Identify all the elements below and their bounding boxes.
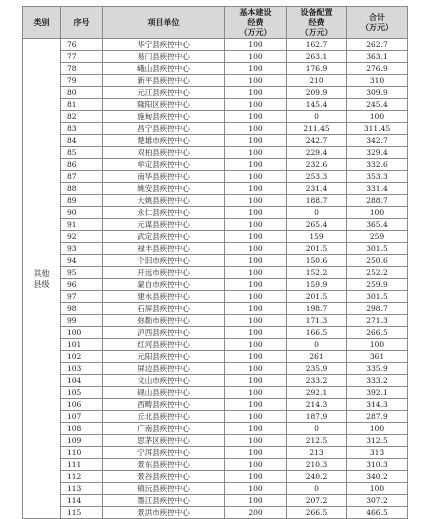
unit-cell: 元谋县疾控中心 [103, 219, 225, 231]
total-cell: 363.1 [347, 51, 408, 63]
table-row [23, 63, 408, 75]
unit-cell: 峨山县疾控中心 [103, 63, 225, 75]
capital-cell: 100 [225, 327, 287, 339]
equipment-cell: 0 [287, 423, 347, 435]
seq-cell: 83 [61, 123, 103, 135]
capital-cell: 100 [225, 315, 287, 327]
equipment-cell: 210 [287, 75, 347, 87]
capital-cell: 100 [225, 147, 287, 159]
total-cell: 100 [347, 339, 408, 351]
unit-cell: 元阳县疾控中心 [103, 351, 225, 363]
equipment-cell: 213 [287, 447, 347, 459]
seq-cell: 115 [61, 507, 103, 519]
seq-cell: 94 [61, 255, 103, 267]
seq-cell: 89 [61, 195, 103, 207]
capital-cell: 100 [225, 63, 287, 75]
table-row [23, 387, 408, 399]
capital-cell: 100 [225, 183, 287, 195]
total-cell: 333.2 [347, 375, 408, 387]
seq-cell: 104 [61, 375, 103, 387]
capital-cell: 100 [225, 411, 287, 423]
capital-cell: 100 [225, 135, 287, 147]
table-row [23, 363, 408, 375]
unit-cell: 砚山县疾控中心 [103, 387, 225, 399]
total-cell: 287.9 [347, 411, 408, 423]
table-row [23, 135, 408, 147]
total-cell: 259 [347, 231, 408, 243]
table-row [23, 195, 408, 207]
seq-cell: 102 [61, 351, 103, 363]
equipment-cell: 209.9 [287, 87, 347, 99]
capital-cell: 100 [225, 495, 287, 507]
total-cell: 259.9 [347, 279, 408, 291]
equipment-cell: 150.6 [287, 255, 347, 267]
capital-cell: 100 [225, 195, 287, 207]
header-seq: 序号 [61, 7, 103, 39]
unit-cell: 姚安县疾控中心 [103, 183, 225, 195]
equipment-cell: 145.4 [287, 99, 347, 111]
category-label-line: 县级 [33, 279, 50, 289]
total-cell: 250.6 [347, 255, 408, 267]
equipment-cell: 211.45 [287, 123, 347, 135]
unit-cell: 开远市疾控中心 [103, 267, 225, 279]
unit-cell: 禄丰县疾控中心 [103, 243, 225, 255]
total-cell: 100 [347, 111, 408, 123]
equipment-cell: 0 [287, 207, 347, 219]
seq-cell: 111 [61, 459, 103, 471]
unit-cell: 蒙自市疾控中心 [103, 279, 225, 291]
unit-cell: 景谷县疾控中心 [103, 471, 225, 483]
table-row [23, 303, 408, 315]
seq-cell: 98 [61, 303, 103, 315]
equipment-cell: 242.7 [287, 135, 347, 147]
table-row [23, 447, 408, 459]
capital-cell: 100 [225, 171, 287, 183]
total-cell: 342.7 [347, 135, 408, 147]
unit-cell: 新平县疾控中心 [103, 75, 225, 87]
total-cell: 340.2 [347, 471, 408, 483]
header-capital-line: 经费 [247, 17, 264, 27]
table-row [23, 99, 408, 111]
equipment-cell: 166.5 [287, 327, 347, 339]
capital-cell: 100 [225, 291, 287, 303]
seq-cell: 103 [61, 363, 103, 375]
seq-cell: 97 [61, 291, 103, 303]
seq-cell: 114 [61, 495, 103, 507]
seq-cell: 81 [61, 99, 103, 111]
table-row [23, 183, 408, 195]
unit-cell: 双柏县疾控中心 [103, 147, 225, 159]
capital-cell: 100 [225, 483, 287, 495]
unit-cell: 景东县疾控中心 [103, 459, 225, 471]
equipment-cell: 198.7 [287, 303, 347, 315]
equipment-cell: 0 [287, 339, 347, 351]
seq-cell: 85 [61, 147, 103, 159]
unit-cell: 镇沅县疾控中心 [103, 483, 225, 495]
table-row [23, 351, 408, 363]
total-cell: 353.3 [347, 171, 408, 183]
equipment-cell: 265.4 [287, 219, 347, 231]
total-cell: 329.4 [347, 147, 408, 159]
table-row [23, 159, 408, 171]
total-cell: 245.4 [347, 99, 408, 111]
unit-cell: 隆阳区疾控中心 [103, 99, 225, 111]
total-cell: 271.3 [347, 315, 408, 327]
capital-cell: 100 [225, 123, 287, 135]
unit-cell: 施甸县疾控中心 [103, 111, 225, 123]
equipment-cell: 201.5 [287, 243, 347, 255]
total-cell: 252.2 [347, 267, 408, 279]
capital-cell: 100 [225, 351, 287, 363]
seq-cell: 91 [61, 219, 103, 231]
seq-cell: 110 [61, 447, 103, 459]
total-cell: 266.5 [347, 327, 408, 339]
table-row [23, 507, 408, 519]
header-equipment [287, 7, 347, 39]
table-row [23, 375, 408, 387]
equipment-cell: 214.3 [287, 399, 347, 411]
unit-cell: 元江县疾控中心 [103, 87, 225, 99]
table-row [23, 111, 408, 123]
table-row [23, 495, 408, 507]
unit-cell: 墨江县疾控中心 [103, 495, 225, 507]
total-cell: 392.1 [347, 387, 408, 399]
equipment-cell: 253.3 [287, 171, 347, 183]
table-row [23, 267, 408, 279]
unit-cell: 西畴县疾控中心 [103, 399, 225, 411]
seq-cell: 96 [61, 279, 103, 291]
total-cell: 361 [347, 351, 408, 363]
unit-cell: 牟定县疾控中心 [103, 159, 225, 171]
capital-cell: 100 [225, 87, 287, 99]
equipment-cell: 187.9 [287, 411, 347, 423]
total-cell: 312.5 [347, 435, 408, 447]
table-row [23, 327, 408, 339]
unit-cell: 文山市疾控中心 [103, 375, 225, 387]
equipment-cell: 240.2 [287, 471, 347, 483]
unit-cell: 武定县疾控中心 [103, 231, 225, 243]
capital-cell: 100 [225, 459, 287, 471]
capital-cell: 100 [225, 339, 287, 351]
capital-cell: 100 [225, 447, 287, 459]
funding-table [22, 6, 408, 519]
equipment-cell: 235.9 [287, 363, 347, 375]
unit-cell: 昌宁县疾控中心 [103, 123, 225, 135]
unit-cell: 南华县疾控中心 [103, 171, 225, 183]
total-cell: 310.3 [347, 459, 408, 471]
total-cell: 335.9 [347, 363, 408, 375]
table-row [23, 147, 408, 159]
table-row [23, 39, 408, 51]
table-row [23, 423, 408, 435]
equipment-cell: 201.5 [287, 291, 347, 303]
equipment-cell: 261 [287, 351, 347, 363]
table-row [23, 219, 408, 231]
equipment-cell: 263.1 [287, 51, 347, 63]
total-cell: 100 [347, 207, 408, 219]
capital-cell: 100 [225, 255, 287, 267]
capital-cell: 100 [225, 159, 287, 171]
unit-cell: 广南县疾控中心 [103, 423, 225, 435]
seq-cell: 79 [61, 75, 103, 87]
header-equipment-line: 设备配置 [300, 7, 333, 17]
seq-cell: 112 [61, 471, 103, 483]
total-cell: 310 [347, 75, 408, 87]
total-cell: 301.5 [347, 243, 408, 255]
total-cell: 276.9 [347, 63, 408, 75]
unit-cell: 宁洱县疾控中心 [103, 447, 225, 459]
table-row [23, 411, 408, 423]
funding-table-container [22, 6, 407, 519]
unit-cell: 思茅区疾控中心 [103, 435, 225, 447]
capital-cell: 100 [225, 387, 287, 399]
capital-cell: 100 [225, 231, 287, 243]
seq-cell: 77 [61, 51, 103, 63]
seq-cell: 84 [61, 135, 103, 147]
seq-cell: 107 [61, 411, 103, 423]
equipment-cell: 233.2 [287, 375, 347, 387]
header-equipment-line: 经费 [308, 17, 325, 27]
total-cell: 262.7 [347, 39, 408, 51]
unit-cell: 个旧市疾控中心 [103, 255, 225, 267]
seq-cell: 101 [61, 339, 103, 351]
total-cell: 313 [347, 447, 408, 459]
total-cell: 301.5 [347, 291, 408, 303]
seq-cell: 86 [61, 159, 103, 171]
header-category: 类别 [23, 7, 61, 39]
capital-cell: 100 [225, 207, 287, 219]
capital-cell: 100 [225, 303, 287, 315]
total-cell: 331.4 [347, 183, 408, 195]
table-row [23, 171, 408, 183]
seq-cell: 88 [61, 183, 103, 195]
category-cell [23, 39, 61, 519]
seq-cell: 106 [61, 399, 103, 411]
equipment-cell: 0 [287, 111, 347, 123]
table-row [23, 399, 408, 411]
table-row [23, 231, 408, 243]
unit-cell: 屏边县疾控中心 [103, 363, 225, 375]
equipment-cell: 162.7 [287, 39, 347, 51]
equipment-cell: 207.2 [287, 495, 347, 507]
unit-cell: 永仁县疾控中心 [103, 207, 225, 219]
total-cell: 314.3 [347, 399, 408, 411]
seq-cell: 99 [61, 315, 103, 327]
unit-cell: 景洪市疾控中心 [103, 507, 225, 519]
equipment-cell: 188.7 [287, 195, 347, 207]
equipment-cell: 266.5 [287, 507, 347, 519]
seq-cell: 109 [61, 435, 103, 447]
seq-cell: 87 [61, 171, 103, 183]
total-cell: 365.4 [347, 219, 408, 231]
equipment-cell: 159.9 [287, 279, 347, 291]
total-cell: 298.7 [347, 303, 408, 315]
capital-cell: 100 [225, 39, 287, 51]
table-body [23, 39, 408, 519]
unit-cell: 泸西县疾控中心 [103, 327, 225, 339]
header-equipment-line: （万元） [300, 27, 333, 37]
table-row [23, 207, 408, 219]
unit-cell: 弥勒市疾控中心 [103, 315, 225, 327]
table-row [23, 51, 408, 63]
table-row [23, 123, 408, 135]
table-row [23, 291, 408, 303]
capital-cell: 100 [225, 99, 287, 111]
unit-cell: 建水县疾控中心 [103, 291, 225, 303]
equipment-cell: 212.5 [287, 435, 347, 447]
capital-cell: 100 [225, 279, 287, 291]
unit-cell: 华宁县疾控中心 [103, 39, 225, 51]
seq-cell: 92 [61, 231, 103, 243]
header-capital-line: （万元） [239, 27, 272, 37]
equipment-cell: 210.3 [287, 459, 347, 471]
table-row [23, 255, 408, 267]
capital-cell: 100 [225, 219, 287, 231]
equipment-cell: 229.4 [287, 147, 347, 159]
equipment-cell: 176.9 [287, 63, 347, 75]
capital-cell: 100 [225, 423, 287, 435]
total-cell: 332.6 [347, 159, 408, 171]
total-cell: 466.5 [347, 507, 408, 519]
seq-cell: 80 [61, 87, 103, 99]
capital-cell: 200 [225, 507, 287, 519]
total-cell: 100 [347, 483, 408, 495]
table-row [23, 279, 408, 291]
unit-cell: 石屏县疾控中心 [103, 303, 225, 315]
seq-cell: 105 [61, 387, 103, 399]
header-capital-line: 基本建设 [239, 7, 272, 17]
capital-cell: 100 [225, 363, 287, 375]
table-row [23, 75, 408, 87]
header-total-line: 合计 [369, 12, 385, 22]
equipment-cell: 232.6 [287, 159, 347, 171]
header-unit: 项目单位 [103, 7, 225, 39]
equipment-cell: 0 [287, 483, 347, 495]
unit-cell: 红河县疾控中心 [103, 339, 225, 351]
total-cell: 311.45 [347, 123, 408, 135]
capital-cell: 100 [225, 51, 287, 63]
capital-cell: 100 [225, 243, 287, 255]
table-row [23, 459, 408, 471]
header-capital [225, 7, 287, 39]
table-row [23, 339, 408, 351]
total-cell: 307.2 [347, 495, 408, 507]
unit-cell: 大姚县疾控中心 [103, 195, 225, 207]
table-row [23, 435, 408, 447]
seq-cell: 78 [61, 63, 103, 75]
seq-cell: 90 [61, 207, 103, 219]
total-cell: 309.9 [347, 87, 408, 99]
seq-cell: 108 [61, 423, 103, 435]
equipment-cell: 159 [287, 231, 347, 243]
equipment-cell: 231.4 [287, 183, 347, 195]
seq-cell: 93 [61, 243, 103, 255]
total-cell: 288.7 [347, 195, 408, 207]
capital-cell: 100 [225, 111, 287, 123]
table-row [23, 315, 408, 327]
equipment-cell: 171.3 [287, 315, 347, 327]
table-row [23, 471, 408, 483]
equipment-cell: 292.1 [287, 387, 347, 399]
capital-cell: 100 [225, 267, 287, 279]
header-total-line: （万元） [361, 22, 393, 32]
seq-cell: 82 [61, 111, 103, 123]
equipment-cell: 152.2 [287, 267, 347, 279]
capital-cell: 100 [225, 435, 287, 447]
category-label-line: 其他 [33, 268, 50, 278]
table-row [23, 87, 408, 99]
header-total [347, 7, 408, 39]
total-cell: 100 [347, 423, 408, 435]
unit-cell: 楚雄市疾控中心 [103, 135, 225, 147]
seq-cell: 95 [61, 267, 103, 279]
capital-cell: 100 [225, 399, 287, 411]
unit-cell: 易门县疾控中心 [103, 51, 225, 63]
table-header-row [23, 7, 408, 39]
seq-cell: 113 [61, 483, 103, 495]
unit-cell: 丘北县疾控中心 [103, 411, 225, 423]
capital-cell: 100 [225, 375, 287, 387]
capital-cell: 100 [225, 471, 287, 483]
capital-cell: 100 [225, 75, 287, 87]
table-row [23, 243, 408, 255]
table-row [23, 483, 408, 495]
seq-cell: 76 [61, 39, 103, 51]
seq-cell: 100 [61, 327, 103, 339]
